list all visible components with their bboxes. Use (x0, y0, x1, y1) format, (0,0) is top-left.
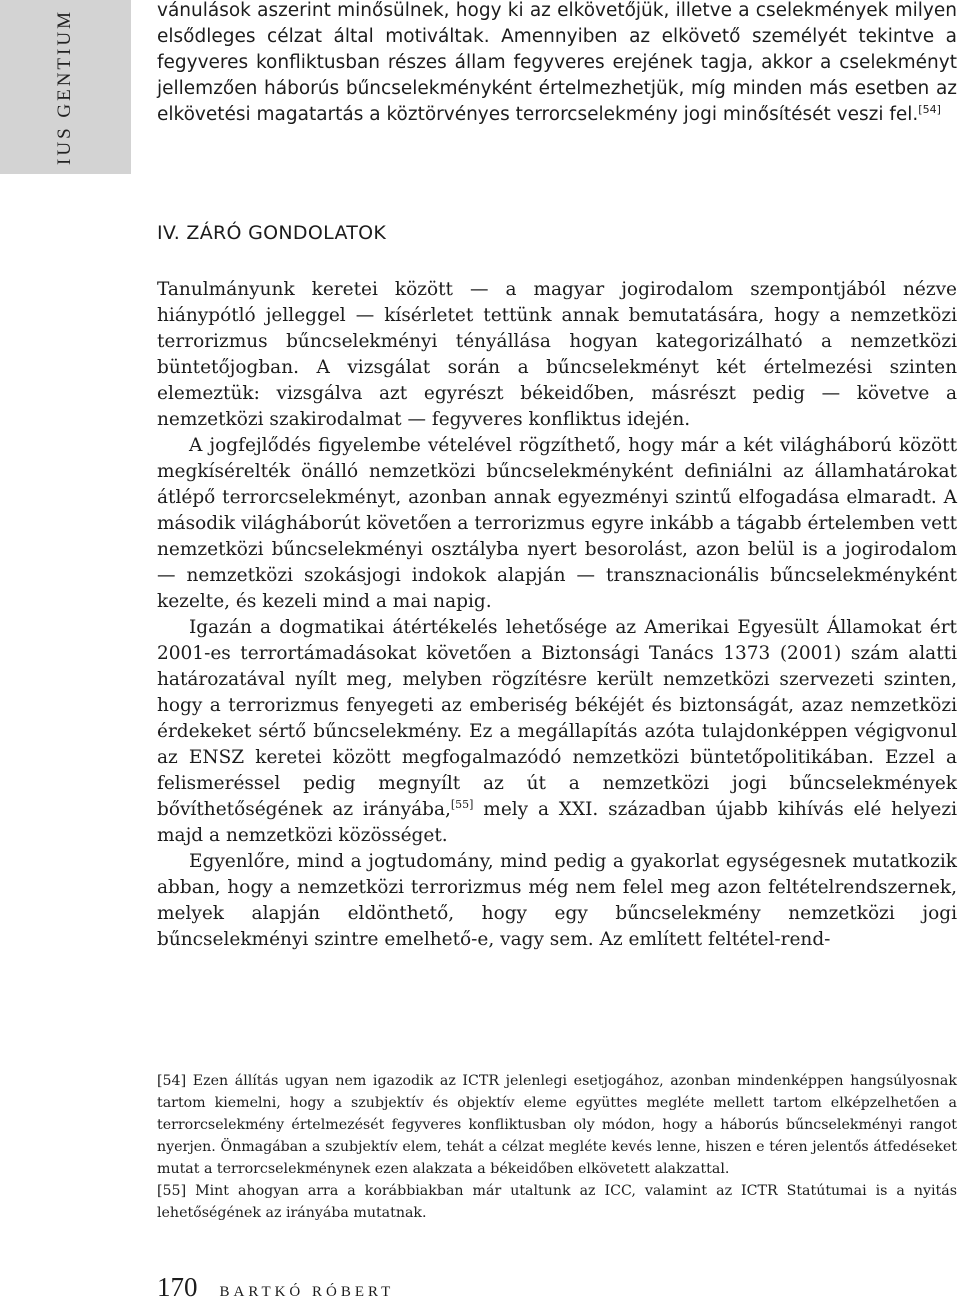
body-text (157, 277, 957, 953)
paragraph-1: Tanulmányunk keretei között — a magyar jogirodalom szempontjából nézve hiánypótló jelleggel — kísérletet tettünk annak bemutatására, hogy a nemzetközi terrorizmus bűncselekményi tényállása hogyan kategorizálható a nemzetközi büntetőjogban. A vizsgálat során a bűncselekményt két értelmezési szinten elemeztük: vizsgálva azt egyrészt békeidőben, másrészt pedig — követve a nemzetközi szakirodalmat — fegyveres konfliktus idején. (157, 279, 957, 430)
paragraph-2: A jogfejlődés figyelembe vételével rögzíthető, hogy már a két világháború között megkísérelték önálló nemzetközi bűncselekményként definiálni az államhatárokat átlépő terrorcselekményt, azonban annak egyezményi szintű elfogadása elmaradt. A második világháborút követően a terrorizmus egyre inkább a tágabb értelemben vett nemzetközi bűncselekményi osztályba nyert besorolást, azon belül is a jogirodalom — nemzetközi szokásjogi indokok alapján — transznacionális bűncselekményként kezelte, és kezeli mind a mai napig. (157, 435, 957, 612)
paragraph-3-text-after: mely a XXI. században újabb kihívás elé helyezi majd a nemzetközi közösséget. (157, 799, 957, 846)
journal-name: IUS GENTIUM (54, 9, 75, 165)
lead-paragraph (157, 0, 957, 128)
lead-paragraph-block (157, 0, 957, 128)
footnote-ref-55: [55] (450, 797, 474, 811)
footnote-55: [55] Mint ahogyan arra a korábbiakban már utaltunk az ICC, valamint az ICTR Statútumai is a nyitás lehetőségének az irányába mutatnak. (157, 1183, 957, 1221)
paragraph-3 (157, 615, 957, 849)
lead-paragraph-text: vánulások aszerint minősülnek, hogy ki az elkövetőjük, illetve a cselekmények milyen elsődleges célzat által motiváltak. Amennyiben az elkövető személyét tekintve a fegyveres konfliktusban részes állam fegyveres erejének tagja, akkor a cselekményt jellemzően háborús bűncselekményként értelmezhetjük, míg minden más esetben az elkövetési magatartás a köztörvényes terrorcselekmény jogi minősítését veszi fel. (157, 0, 957, 125)
section-heading: IV. ZÁRÓ GONDOLATOK (157, 222, 387, 244)
footnote-ref-54: [54] (918, 102, 941, 116)
page-footer (157, 1272, 394, 1303)
page-number: 170 (157, 1272, 198, 1302)
footnotes (157, 1070, 957, 1224)
side-tab (0, 0, 131, 174)
paragraph-3-text-before: Igazán a dogmatikai átértékelés lehetősége az Amerikai Egyesült Államokat ért 2001-es terrortámadásokat követően a Biztonsági Tanács 1373 (2001) szám alatti határozatával nyílt meg, melyben rögzítésre került nemzetközi szervezeti szinten, hogy a terrorizmus fenyegeti az emberiség békéjét és biztonságát, azaz nemzetközi érdekeket sértő bűncselekmény. Ez a megállapítás azóta tulajdonképpen végigvonul az ENSZ keretei között megfogalmazódó nemzetközi büntetőpolitikában. Ezzel a felismeréssel pedig megnyílt az út a nemzetközi jogi bűncselekmények bővíthetőségének az irányába, (157, 617, 957, 820)
author-name: BARTKÓ RÓBERT (219, 1284, 395, 1300)
footnote-54: [54] Ezen állítás ugyan nem igazodik az ICTR jelenlegi esetjogához, azonban mindenképpen hangsúlyosnak tartom kiemelni, hogy a szubjektív és objektív eleme együttes megléte mellett tartom elképzelhetően a terrorcselekmény értelmezését fegyveres konfliktusban oly módon, hogy a háborús bűncselekményi rangot nyerjen. Önmagában a szubjektív elem, tehát a célzat megléte kevés lenne, hiszen e téren jelentős átfedéseket mutat a terrorcselekménynek ezen alakzata a békeidőben elkövetett alakzattal. (157, 1073, 957, 1177)
paragraph-4: Egyenlőre, mind a jogtudomány, mind pedig a gyakorlat egységesnek mutatkozik abban, hogy a nemzetközi terrorizmus még nem felel meg azon feltételrendszernek, melyek alapján eldönthető, hogy egy bűncselekmény nemzetközi jogi bűncselekményi szintre emelhető-e, vagy sem. Az említett feltétel-rend- (157, 851, 957, 950)
